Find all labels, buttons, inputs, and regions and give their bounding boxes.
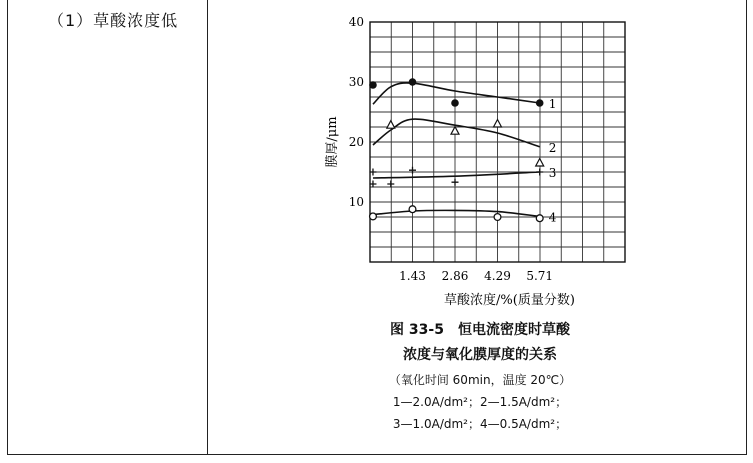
x-tick-label: 2.86	[441, 269, 469, 283]
series-curve-4	[373, 210, 540, 216]
row-label: （1）草酸浓度低	[48, 11, 179, 30]
y-tick-label: 10	[348, 195, 364, 209]
figure-legend-line-2: 3—1.0A/dm²；4—0.5A/dm²；	[392, 417, 568, 431]
y-axis-label: 膜厚/μm	[325, 116, 340, 168]
series-label-4: 4	[548, 210, 557, 225]
x-tick-label: 4.29	[484, 269, 511, 283]
x-tick-label: 1.43	[399, 269, 426, 283]
chart-ticks	[349, 15, 553, 283]
data-point-series-1	[369, 81, 377, 89]
table-column-divider	[207, 0, 208, 455]
y-tick-label: 30	[348, 75, 364, 89]
chart-curves	[373, 83, 557, 224]
data-point-series-3	[409, 167, 416, 174]
data-point-series-2	[536, 159, 544, 167]
data-point-series-4	[494, 214, 501, 221]
series-label-2: 2	[548, 140, 557, 155]
figure-legend-line-1: 1—2.0A/dm²；2—1.5A/dm²；	[392, 395, 568, 409]
data-point-series-4	[536, 215, 543, 222]
series-label-3: 3	[548, 166, 557, 180]
y-tick-label: 20	[348, 135, 364, 149]
series-curve-3	[373, 172, 540, 178]
x-axis-label: 草酸浓度/%(质量分数)	[444, 293, 575, 308]
data-point-series-3	[452, 179, 459, 186]
data-point-series-3	[536, 169, 543, 176]
x-tick-label: 5.71	[526, 269, 554, 283]
data-point-series-4	[370, 213, 377, 220]
data-point-series-1	[536, 99, 544, 107]
data-point-series-4	[409, 206, 416, 213]
figure-caption-line-2: 浓度与氧化膜厚度的关系	[403, 347, 557, 363]
data-point-series-3	[387, 181, 394, 188]
data-point-series-2	[387, 121, 395, 129]
data-point-series-1	[451, 99, 459, 107]
data-point-series-2	[494, 120, 502, 128]
y-tick-label: 40	[348, 15, 364, 29]
figure-caption-line-1: 图 33-5 恒电流密度时草酸	[390, 322, 570, 338]
chart-grid	[370, 22, 625, 262]
figure-conditions: （氧化时间 60min，温度 20℃）	[388, 373, 572, 387]
data-point-series-1	[409, 78, 417, 86]
chart	[300, 10, 660, 310]
data-point-series-2	[451, 127, 459, 135]
series-label-1: 1	[548, 97, 557, 111]
